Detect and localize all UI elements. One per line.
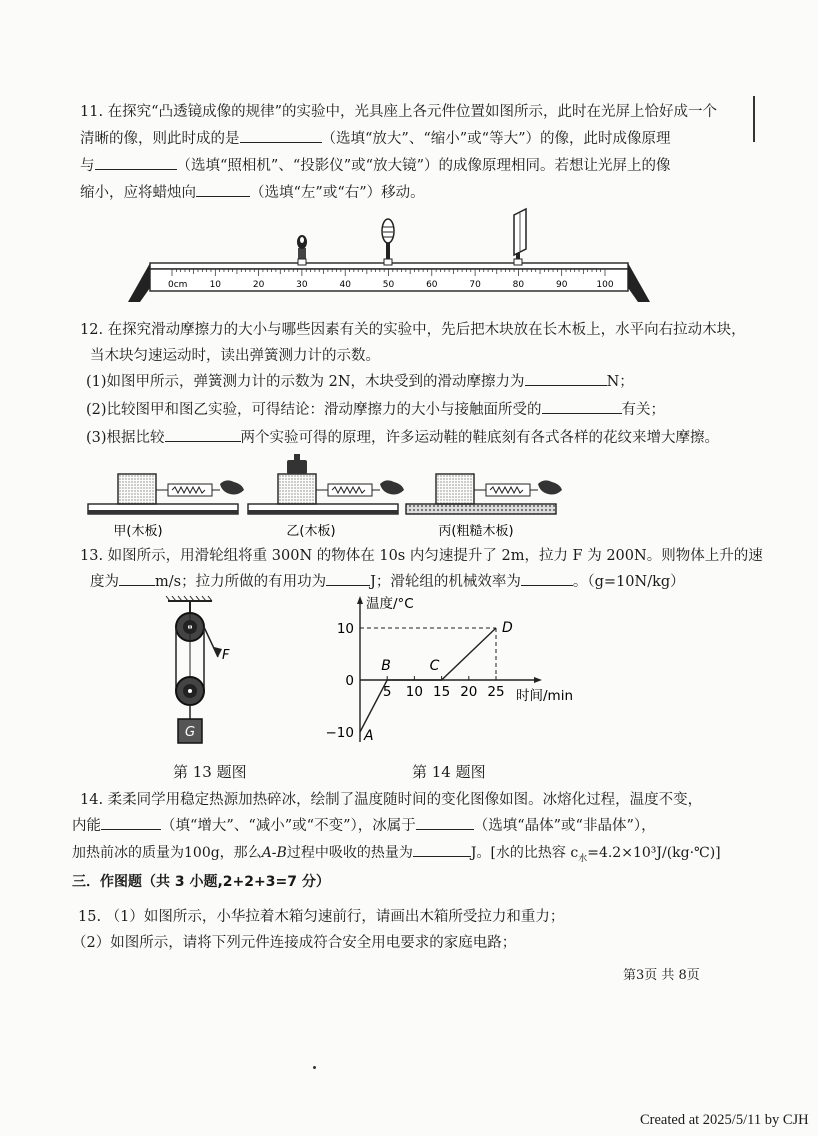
x-tick-label: 15 bbox=[433, 684, 451, 700]
q14-text: A-B bbox=[261, 845, 287, 861]
q11-text: 清晰的像，则此时成的是 bbox=[80, 131, 240, 147]
ruler-tick-label: 0cm bbox=[168, 280, 188, 290]
candle bbox=[297, 235, 307, 265]
q14-text: 加热前冰的质量为100g，那么 bbox=[72, 845, 262, 861]
point-label-c: C bbox=[429, 658, 440, 674]
spring-scale bbox=[168, 484, 212, 496]
q14-text: （选填“晶体”或“非晶体”）， bbox=[473, 818, 656, 834]
point-label-d: D bbox=[502, 620, 513, 636]
q14-line1: 14. 柔柔同学用稳定热源加热碎冰，绘制了温度随时间的变化图像如图。冰熔化过程，温度不变， bbox=[80, 792, 703, 808]
ruler-tick-label: 10 bbox=[209, 280, 222, 290]
fig13-caption: 第 13 题图 bbox=[173, 763, 247, 781]
q12-text: 有关； bbox=[621, 402, 666, 418]
friction-figure bbox=[86, 448, 566, 542]
q12-text: (3)根据比较 bbox=[86, 430, 165, 446]
q13-text: 。（g=10N/kg） bbox=[572, 574, 685, 590]
ruler-tick-label: 20 bbox=[252, 280, 265, 290]
optical-bench-figure bbox=[120, 205, 660, 305]
label-bing: 丙(粗糙木板) bbox=[438, 524, 514, 539]
q12-text: 两个实验可得的原理，许多运动鞋的鞋底刻有各式各样的花纹来增大摩擦。 bbox=[240, 430, 720, 446]
q15-line2: （2）如图所示，请将下列元件连接成符合安全用电要求的家庭电路； bbox=[72, 935, 517, 951]
x-tick-label: 20 bbox=[460, 684, 478, 700]
q11-text: 与 bbox=[80, 158, 95, 174]
q12-sub2 bbox=[86, 396, 665, 424]
label-yi: 乙(木板) bbox=[286, 524, 336, 539]
hand bbox=[220, 480, 244, 494]
light-screen bbox=[514, 209, 526, 265]
q12-text: (1)如图甲所示，弹簧测力计的示数为 2N，木块受到的滑动摩擦力为 bbox=[86, 374, 525, 390]
point-label-b: B bbox=[381, 658, 391, 674]
answer-blank[interactable] bbox=[119, 569, 155, 586]
ruler-tick-label: 80 bbox=[512, 280, 525, 290]
weight-label: G bbox=[184, 725, 196, 740]
q12-line1: 12. 在探究滑动摩擦力的大小与哪些因素有关的实验中，先后把木块放在长木板上，水平向右拉动木块， bbox=[80, 322, 746, 338]
answer-blank[interactable] bbox=[521, 569, 573, 586]
y-tick-label: 10 bbox=[336, 621, 354, 637]
ruler-tick-label: 70 bbox=[469, 280, 481, 290]
ruler-tick-label: 30 bbox=[296, 280, 308, 290]
wood-block bbox=[118, 474, 156, 504]
experiment-jia bbox=[88, 474, 244, 514]
y-tick-label: −10 bbox=[325, 725, 354, 741]
ruler-tick-label: 40 bbox=[339, 280, 351, 290]
q14-text: 过程中吸收的热量为 bbox=[286, 845, 413, 861]
convex-lens bbox=[382, 219, 394, 265]
fig14-caption: 第 14 题图 bbox=[412, 763, 486, 781]
answer-blank[interactable] bbox=[542, 397, 622, 414]
q13-text: m/s；拉力所做的有用功为 bbox=[155, 574, 327, 590]
q14-line2 bbox=[72, 812, 656, 840]
pulley-figure bbox=[160, 595, 250, 755]
q14-subscript: 水 bbox=[578, 853, 588, 864]
q11-line2 bbox=[80, 125, 670, 153]
q11-line3 bbox=[80, 152, 670, 180]
q11-text: （选填“左”或“右”）移动。 bbox=[250, 185, 425, 201]
answer-blank[interactable] bbox=[101, 813, 161, 830]
force-label: F bbox=[222, 648, 230, 663]
q13-line1: 13. 如图所示，用滑轮组将重 300N 的物体在 10s 内匀速提升了 2m，拉力 F 为 200N。则物体上升的速 bbox=[80, 548, 763, 564]
q12-text: N； bbox=[606, 374, 634, 390]
ruler-tick-label: 100 bbox=[596, 280, 614, 290]
answer-blank[interactable] bbox=[413, 840, 471, 857]
graph-ticks bbox=[326, 621, 505, 741]
q14-text: J。[水的比热容 c bbox=[470, 845, 579, 861]
q11-text: （选填“照相机”、“投影仪”或“放大镜”）的成像原理相同。若想让光屏上的像 bbox=[176, 158, 671, 174]
q11-line4 bbox=[80, 179, 425, 207]
q12-text: (2)比较图甲和图乙实验，可得结论：滑动摩擦力的大小与接触面所受的 bbox=[86, 402, 542, 418]
answer-blank[interactable] bbox=[416, 813, 474, 830]
q13-text: 度为 bbox=[90, 574, 119, 590]
y-tick-label: 0 bbox=[345, 673, 354, 689]
q14-text: 内能 bbox=[72, 818, 101, 834]
q13-text: J；滑轮组的机械效率为 bbox=[370, 574, 521, 590]
q15-line1: 15. （1）如图所示，小华拉着木箱匀速前行，请画出木箱所受拉力和重力； bbox=[78, 909, 565, 925]
x-tick-label: 10 bbox=[405, 684, 423, 700]
ruler-tick-label: 90 bbox=[555, 280, 568, 290]
q12-sub1 bbox=[86, 368, 634, 396]
q11-line1: 11. 在探究“凸透镜成像的规律”的实验中，光具座上各元件位置如图所示，此时在光屏上恰好成一个 bbox=[80, 104, 717, 120]
section-3-title: 三．作图题（共 3 小题,2+2+3=7 分） bbox=[72, 874, 330, 890]
ruler-tick-label: 60 bbox=[426, 280, 438, 290]
x-tick-label: 5 bbox=[382, 684, 392, 700]
answer-blank[interactable] bbox=[525, 369, 607, 386]
answer-blank[interactable] bbox=[240, 126, 322, 143]
experiment-yi bbox=[248, 454, 404, 514]
answer-blank[interactable] bbox=[165, 425, 241, 442]
temperature-graph bbox=[320, 592, 590, 752]
speck bbox=[313, 1066, 316, 1069]
q14-text: =4.2×10³J/(kg·℃)] bbox=[587, 845, 721, 861]
label-jia: 甲(木板) bbox=[113, 524, 163, 539]
q12-line2: 当木块匀速运动时，读出弹簧测力计的示数。 bbox=[90, 348, 380, 364]
margin-mark bbox=[753, 96, 755, 142]
x-axis-label: 时间/min bbox=[516, 688, 574, 704]
q11-text: （选填“放大”、“缩小”或“等大”）的像，此时成像原理 bbox=[321, 131, 671, 147]
answer-blank[interactable] bbox=[326, 569, 370, 586]
answer-blank[interactable] bbox=[196, 180, 250, 197]
q11-text: 缩小，应将蜡烛向 bbox=[80, 185, 196, 201]
x-tick-label: 25 bbox=[487, 684, 505, 700]
weight bbox=[287, 460, 307, 474]
ruler-tick-label: 50 bbox=[382, 280, 395, 290]
created-stamp: Created at 2025/5/11 by CJH bbox=[640, 1112, 809, 1128]
page-number: 第3页 共 8页 bbox=[623, 968, 700, 983]
answer-blank[interactable] bbox=[95, 153, 177, 170]
point-label-a: A bbox=[364, 728, 374, 744]
y-axis-label: 温度/°C bbox=[366, 596, 414, 612]
q14-text: （填“增大”、“减小”或“不变”），冰属于 bbox=[161, 818, 416, 834]
experiment-bing bbox=[406, 474, 562, 514]
